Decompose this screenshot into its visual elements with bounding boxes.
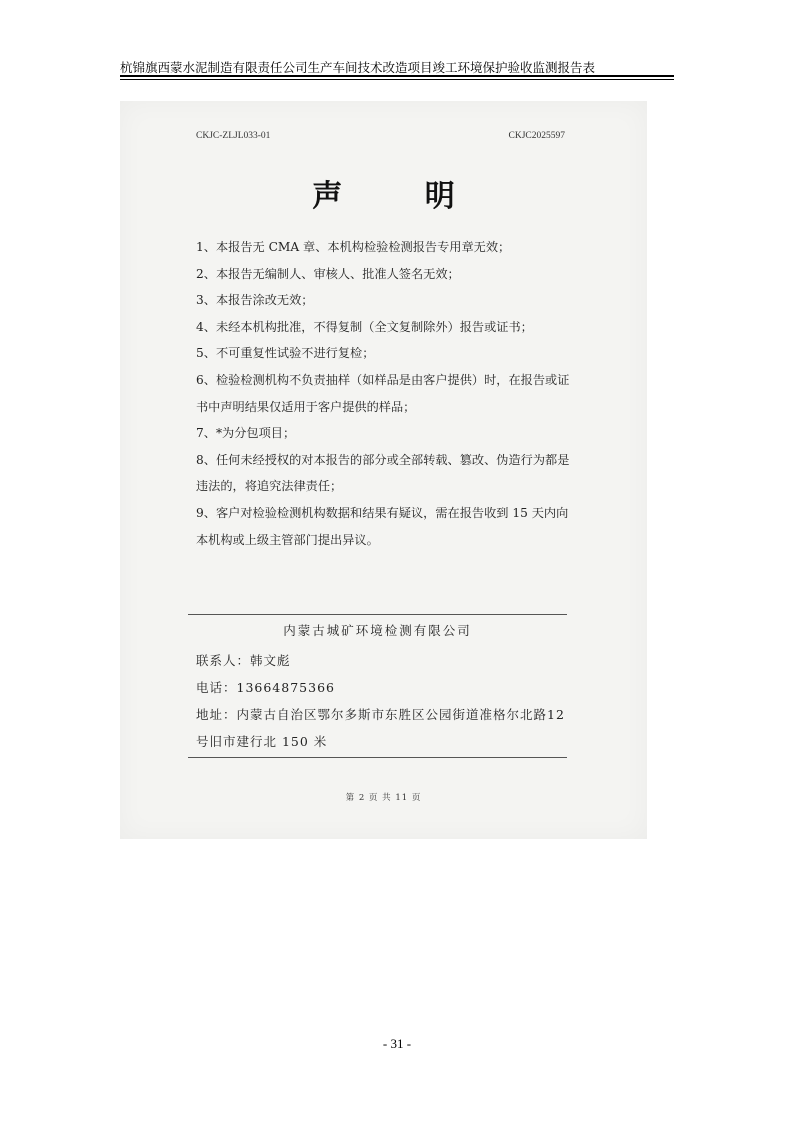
declaration-item: 7、*为分包项目； (196, 426, 296, 441)
scanned-declaration-page (120, 101, 647, 839)
contact-address: 地址：内蒙古自治区鄂尔多斯市东胜区公园街道准格尔北路12 号旧市建行北 150 米 (196, 707, 565, 749)
declaration-item: 4、未经本机构批准，不得复制（全文复制除外）报告或证书； (196, 319, 533, 334)
declaration-item: 8、任何未经授权的对本报告的部分或全部转载、篡改、伪造行为都是违法的，将追究法律责任； (196, 452, 570, 494)
declaration-items (196, 234, 576, 553)
page-number: - 31 - (382, 1036, 412, 1051)
page-header-title: 杭锦旗西蒙水泥制造有限责任公司生产车间技术改造项目竣工环境保护验收监测报告表 (120, 60, 596, 75)
declaration-item: 1、本报告无 CMA 章、本机构检验检测报告专用章无效； (196, 240, 511, 254)
declaration-item: 3、本报告涂改无效； (196, 293, 314, 308)
report-number: CKJC2025597 (508, 131, 565, 141)
scan-page-indicator: 第 2 页 共 11 页 (345, 793, 422, 803)
declaration-title: 声 明 (312, 179, 491, 214)
divider-bottom (188, 757, 567, 758)
form-code: CKJC-ZLJL033-01 (196, 131, 271, 141)
declaration-item: 2、本报告无编制人、审核人、批准人签名无效； (196, 266, 460, 281)
declaration-item: 5、不可重复性试验不进行复检； (196, 346, 375, 361)
company-name: 内蒙古城矿环境检测有限公司 (283, 623, 472, 638)
declaration-item: 6、检验检测机构不负责抽样（如样品是由客户提供）时，在报告或证书中声明结果仅适用于客户提供的样品； (196, 372, 570, 414)
header-rule-thick (120, 75, 674, 77)
contact-phone: 电话：13664875366 (196, 680, 335, 695)
header-rule-thin (120, 79, 674, 80)
contact-person: 联系人：韩文彪 (196, 653, 291, 668)
declaration-item: 9、客户对检验检测机构数据和结果有疑议，需在报告收到 15 天内向本机构或上级主管部门提出异议。 (196, 505, 569, 547)
divider-top (188, 614, 567, 615)
contact-block (196, 647, 568, 755)
